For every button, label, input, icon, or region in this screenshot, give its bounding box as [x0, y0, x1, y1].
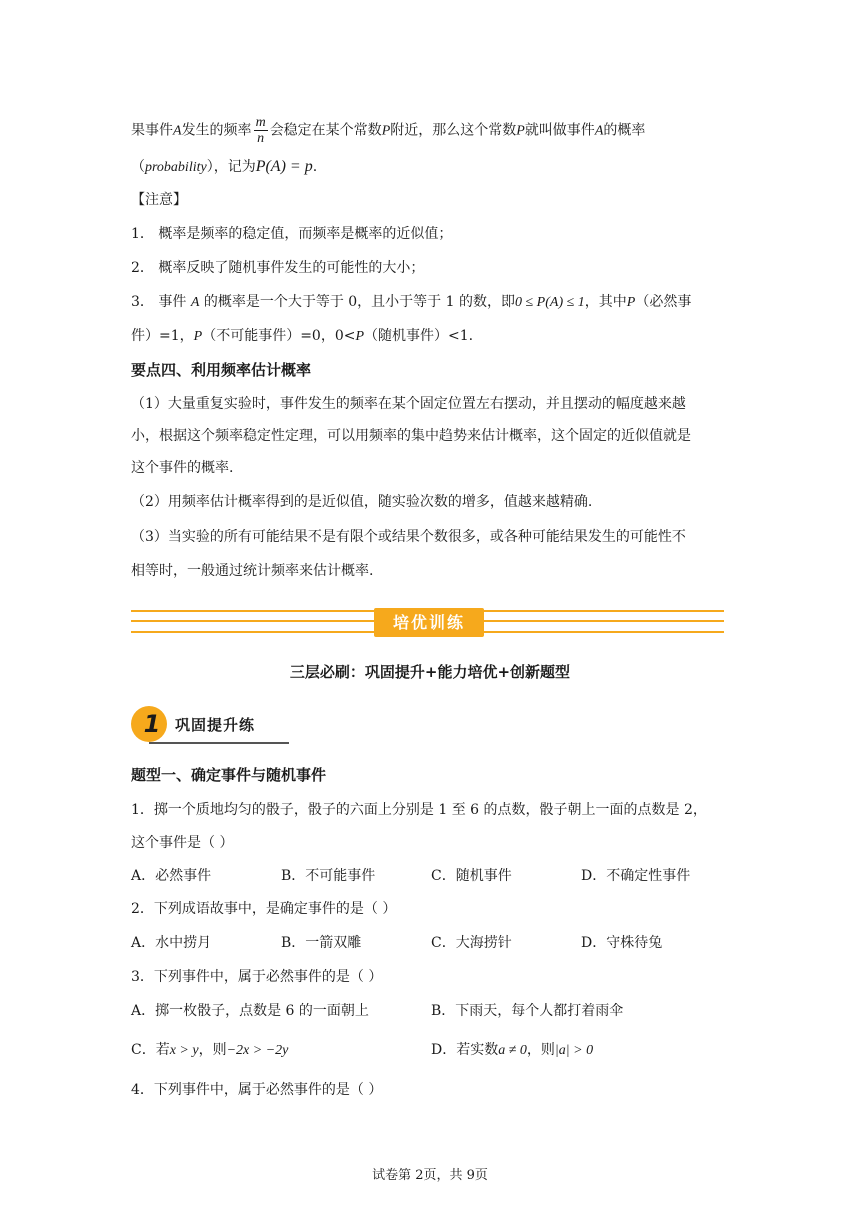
text: 件）=1，: [131, 328, 194, 344]
math-var: P: [193, 329, 203, 344]
question-1-option-d: D．不确定性事件: [581, 868, 691, 884]
text: （: [131, 159, 145, 175]
math-var: P: [381, 123, 391, 139]
text: 果事件: [131, 122, 173, 139]
level-label: 巩固提升练: [175, 716, 256, 734]
level-number: 1: [143, 710, 161, 738]
text: ，则: [198, 1042, 227, 1058]
page-footer: 试卷第 2页，共 9页: [372, 1168, 488, 1183]
exercise-subtitle: 三层必刷：巩固提升+能力培优+创新题型: [289, 663, 571, 681]
text: 会稳定在某个常数: [269, 122, 382, 139]
text: （不可能事件）=0，0<: [202, 328, 356, 344]
math-var: A: [173, 123, 182, 139]
text: 的概率: [603, 122, 646, 139]
note-item-2: 2． 概率反映了随机事件发生的可能性的大小；: [131, 260, 425, 276]
math-var: A: [594, 123, 604, 139]
question-type-heading: 题型一、确定事件与随机事件: [131, 766, 327, 784]
text: ），记为: [206, 159, 256, 175]
note-title: 【注意】: [131, 192, 187, 208]
note-item-3-continued: [131, 326, 473, 347]
question-3-stem: 3．下列事件中，属于必然事件的是（ ）: [131, 969, 383, 985]
fraction-m-over-n: [254, 115, 268, 146]
text: ，则: [526, 1042, 555, 1058]
note-item-3: [131, 292, 691, 313]
note-item-1: 1． 概率是频率的稳定值，而频率是概率的近似值；: [131, 226, 453, 242]
section-heading: 要点四、利用频率估计概率: [131, 361, 312, 379]
math-var: P: [355, 329, 365, 344]
text: D．若实数: [431, 1042, 499, 1058]
question-3-option-b: B．下雨天，每个人都打着雨伞: [431, 1003, 624, 1019]
question-3-option-c: [131, 1040, 288, 1061]
formula: −2x > −2y: [226, 1043, 289, 1058]
formula: x > y: [169, 1043, 199, 1058]
text: 附近，那么这个常数: [390, 122, 517, 139]
definition-line-2: [131, 157, 317, 178]
text: 就叫做事件: [524, 122, 595, 139]
banner-label: 培优训练: [374, 608, 484, 637]
text: C．若: [131, 1042, 170, 1058]
math-var: P: [626, 295, 636, 310]
text: 发生的频率: [181, 122, 252, 139]
question-2-option-a: A．水中捞月: [131, 935, 212, 951]
paragraph-1-line-1: （1）大量重复实验时，事件发生的频率在某个固定位置左右摆动，并且摆动的幅度越来越: [131, 396, 686, 412]
level-badge: [131, 706, 291, 746]
paragraph-1-line-2: 小，根据这个频率稳定性定理，可以用频率的集中趋势来估计概率，这个固定的近似值就是: [131, 428, 691, 444]
paragraph-3-line-2: 相等时，一般通过统计频率来估计概率.: [131, 563, 374, 579]
formula: P(A) = p: [255, 158, 313, 175]
fraction-numerator: m: [255, 115, 266, 130]
question-2-option-c: C．大海捞针: [431, 935, 512, 951]
question-1-option-b: B．不可能事件: [281, 868, 376, 884]
text: （随机事件）<1.: [364, 328, 474, 344]
math-var: A: [190, 295, 200, 310]
english-term: probability: [145, 160, 207, 175]
paragraph-1-line-3: 这个事件的概率.: [131, 460, 234, 476]
question-1-line-1: 1．掷一个质地均匀的骰子，骰子的六面上分别是 1 至 6 的点数，骰子朝上一面的点数是 2，: [131, 802, 707, 818]
text: .: [312, 159, 318, 175]
training-banner: [131, 605, 724, 639]
question-2-option-d: D．守株待兔: [581, 935, 663, 951]
paragraph-2: （2）用频率估计概率得到的是近似值，随实验次数的增多，值越来越精确.: [131, 494, 593, 510]
question-1-option-a: A．必然事件: [131, 868, 212, 884]
fraction-denominator: n: [257, 131, 265, 146]
text: 3． 事件: [131, 294, 187, 310]
definition-line-1: [131, 115, 645, 146]
question-3-option-d: [431, 1040, 593, 1061]
question-1-line-2: 这个事件是（ ）: [131, 835, 234, 851]
level-underline: [149, 742, 289, 744]
question-3-option-a: A．掷一枚骰子，点数是 6 的一面朝上: [131, 1003, 369, 1019]
text: ，其中: [584, 294, 627, 310]
paragraph-3-line-1: （3）当实验的所有可能结果不是有限个或结果个数很多，或各种可能结果发生的可能性不: [131, 529, 686, 545]
question-4-stem: 4．下列事件中，属于必然事件的是（ ）: [131, 1082, 383, 1098]
question-2-stem: 2．下列成语故事中，是确定事件的是（ ）: [131, 901, 397, 917]
formula: 0 ≤ P(A) ≤ 1: [515, 295, 585, 310]
question-2-option-b: B．一箭双雕: [281, 935, 362, 951]
text: 的概率是一个大于等于 0，且小于等于 1 的数，即: [203, 294, 515, 310]
formula: a ≠ 0: [498, 1043, 527, 1058]
formula: |a| > 0: [554, 1043, 594, 1058]
math-var: P: [516, 123, 525, 139]
text: （必然事: [635, 294, 692, 310]
question-1-option-c: C．随机事件: [431, 868, 512, 884]
